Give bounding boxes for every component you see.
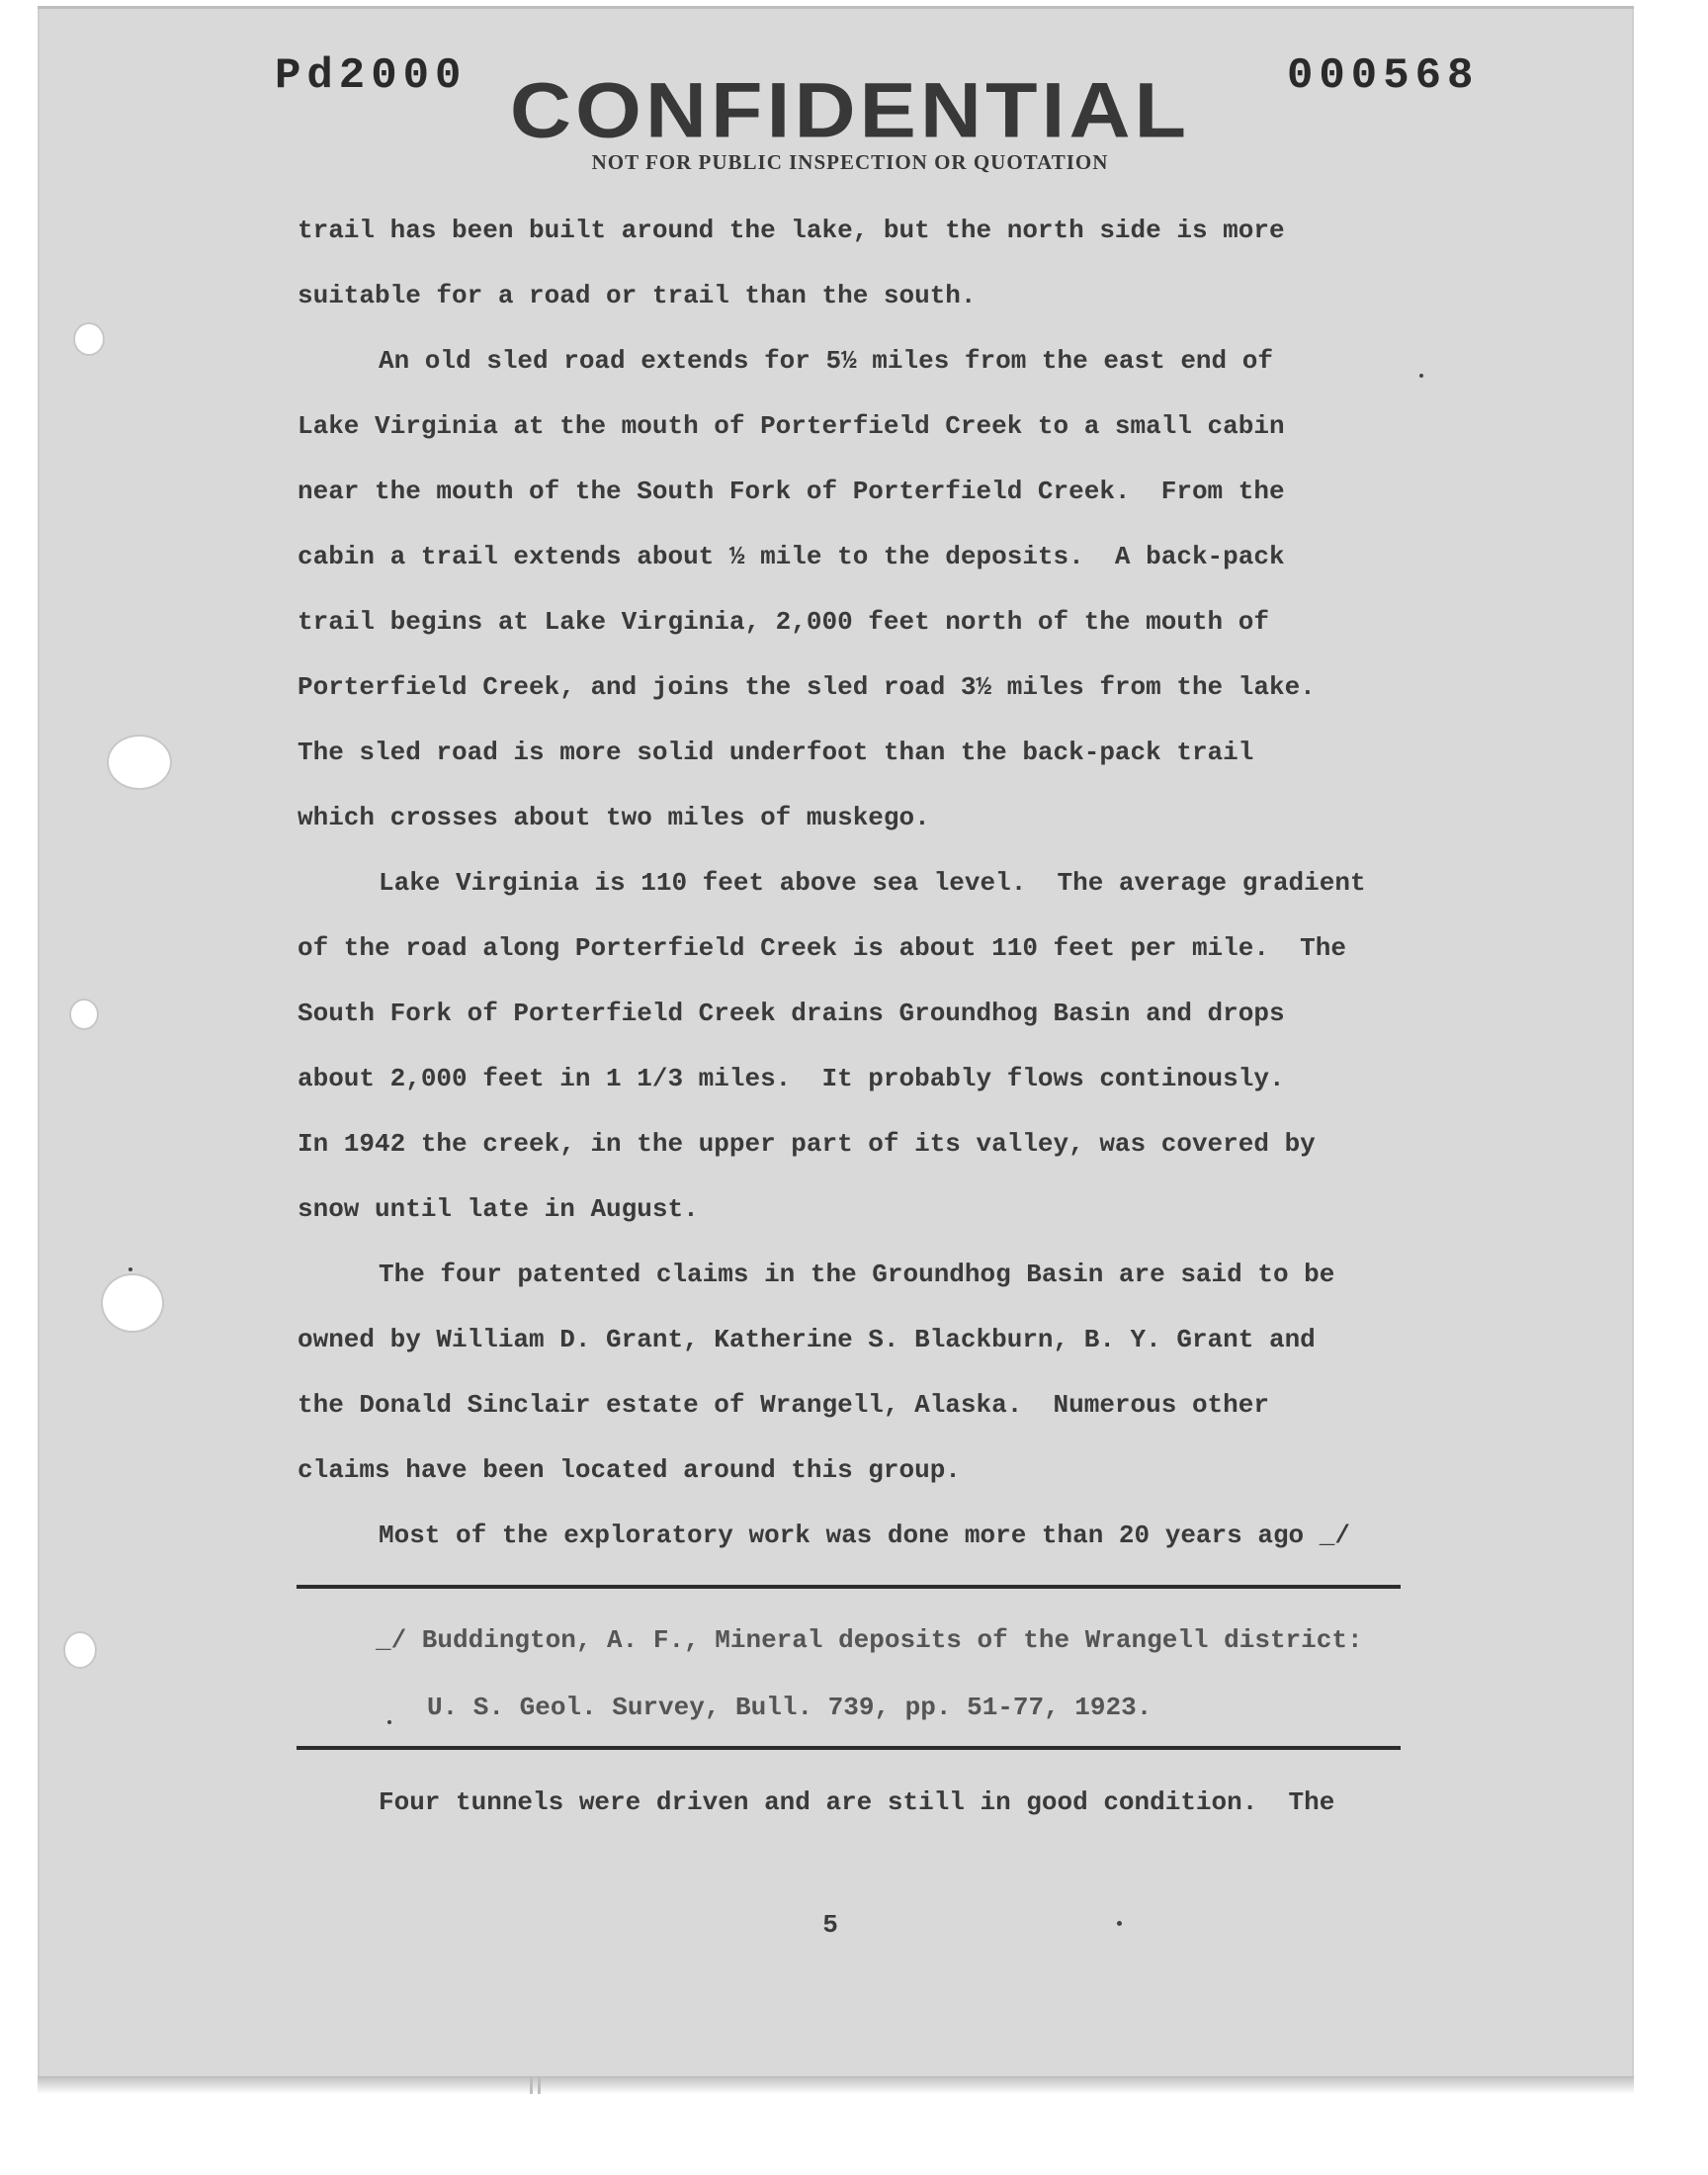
confidential-stamp [479,67,1221,175]
text-line: snow until late in August. [298,1194,699,1224]
text-line: suitable for a road or trail than the south. [298,281,977,310]
scan-speck [128,1267,132,1271]
text-line: Lake Virginia at the mouth of Porterfield Creek to a small cabin [298,411,1285,441]
text-line: of the road along Porterfield Creek is about 110 feet per mile. The [298,933,1346,963]
text-line: about 2,000 feet in 1 1/3 miles. It probably flows continously. [298,1064,1285,1093]
sheet-top-edge [38,6,1634,9]
text-line: Most of the exploratory work was done more than 20 years ago _/ [379,1521,1350,1550]
punch-hole [65,1633,95,1667]
text-line: which crosses about two miles of muskego. [298,803,930,832]
punch-hole [109,737,170,788]
sheet-bottom-shadow [38,2076,1634,2094]
text-line: An old sled road extends for 5½ miles from the east end of [379,346,1273,376]
text-line: claims have been located around this group. [298,1455,961,1485]
text-line: The four patented claims in the Groundhog Basin are said to be [379,1260,1335,1289]
text-line: The sled road is more solid underfoot than the back-pack trail [298,738,1254,767]
scan-speck [387,1720,391,1724]
punch-hole [75,324,103,354]
scan-speck [1419,374,1423,378]
text-line: Lake Virginia is 110 feet above sea level. The average gradient [379,868,1366,898]
text-line: Porterfield Creek, and joins the sled road 3½ miles from the lake. [298,672,1316,702]
text-line: In 1942 the creek, in the upper part of its valley, was covered by [298,1129,1316,1159]
sheet-edge-mark [538,2076,541,2094]
body-text [298,198,1444,1568]
stamp-subtitle: NOT FOR PUBLIC INSPECTION OR QUOTATION [591,150,1109,174]
text-line: South Fork of Porterfield Creek drains Groundhog Basin and drops [298,999,1285,1028]
footnote [376,1607,1443,1741]
text-line: Four tunnels were driven and are still in good condition. The [379,1787,1335,1817]
punch-hole [71,1000,97,1028]
text-line: trail begins at Lake Virginia, 2,000 feet north of the mouth of [298,607,1269,637]
continued-text [379,1770,1466,1835]
footnote-line: _/ Buddington, A. F., Mineral deposits of the Wrangell district: [376,1625,1363,1655]
text-line: near the mouth of the South Fork of Porterfield Creek. From the [298,477,1285,506]
stamp-title: CONFIDENTIAL [509,66,1191,155]
scan-speck [1117,1921,1122,1926]
footnote-line: U. S. Geol. Survey, Bull. 739, pp. 51-77, 1923. [427,1693,1153,1722]
footnote-rule-bottom [297,1746,1401,1750]
document-reference-right: 000568 [1287,51,1480,101]
document-reference-left: Pd2000 [275,51,468,101]
sheet-edge-mark [530,2076,533,2094]
footnote-rule-top [297,1585,1401,1589]
page-number: 5 [822,1910,838,1940]
text-line: cabin a trail extends about ½ mile to the deposits. A back-pack [298,542,1285,571]
text-line: trail has been built around the lake, but the north side is more [298,216,1285,245]
punch-hole [103,1275,162,1331]
text-line: the Donald Sinclair estate of Wrangell, Alaska. Numerous other [298,1390,1269,1420]
text-line: owned by William D. Grant, Katherine S. Blackburn, B. Y. Grant and [298,1325,1316,1354]
